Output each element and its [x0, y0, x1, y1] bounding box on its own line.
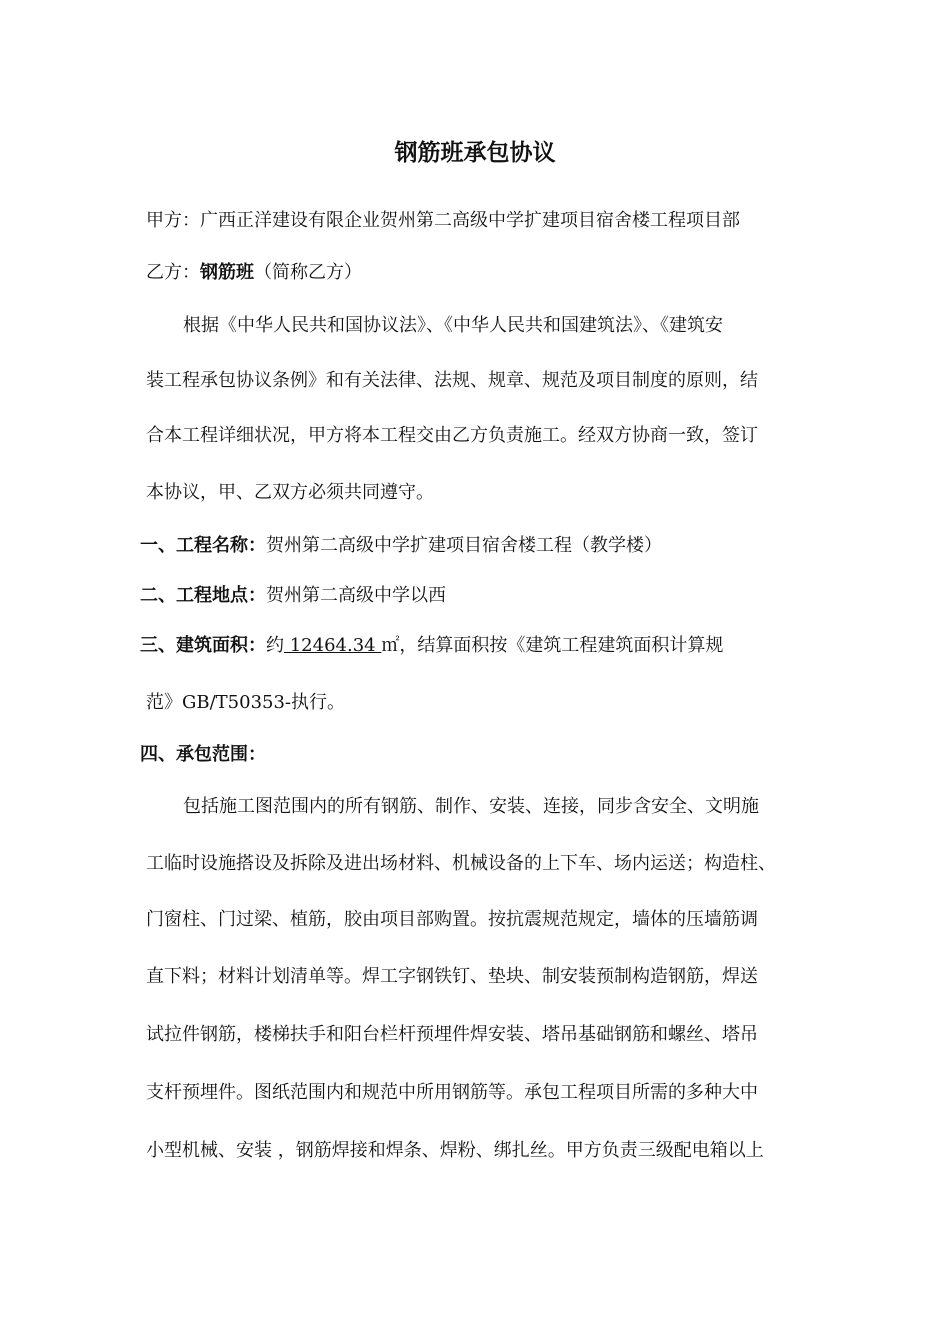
party-b-suffix: （简称乙方） — [254, 262, 362, 283]
party-b-name: 钢筋班 — [200, 262, 254, 283]
item-project-name-value: 贺州第二高级中学扩建项目宿舍楼工程（教学楼） — [266, 535, 662, 556]
intro-line-2: 装工程承包协议条例》和有关法律、法规、规章、规范及项目制度的原则，结 — [146, 370, 758, 391]
intro-line-4: 本协议，甲、乙双方必须共同遵守。 — [146, 482, 434, 503]
scope-line-6: 支杆预埋件。图纸范围内和规范中所用钢筋等。承包工程项目所需的多种大中 — [146, 1082, 758, 1103]
item-scope-heading: 四、承包范围： — [140, 744, 266, 765]
item-project-location-value: 贺州第二高级中学以西 — [266, 585, 446, 606]
scope-line-4: 直下料；材料计划清单等。焊工字钢铁钉、垫块、制安装预制构造钢筋，焊送 — [146, 966, 758, 987]
scope-line-3: 门窗柱、门过梁、植筋，胶由项目部购置。按抗震规范规定，墙体的压墙筋调 — [146, 909, 758, 930]
party-b — [146, 261, 362, 285]
item-building-area-pre: 约 — [266, 635, 284, 656]
scope-line-1: 包括施工图范围内的所有钢筋、制作、安装、连接，同步含安全、文明施 — [183, 796, 759, 817]
intro-line-3: 合本工程详细状况，甲方将本工程交由乙方负责施工。经双方协商一致，签订 — [146, 425, 758, 446]
item-building-area — [140, 634, 723, 658]
item-building-area-post: ㎡，结算面积按《建筑工程建筑面积计算规 — [381, 635, 724, 656]
intro-line-1: 根据《中华人民共和国协议法》、《中华人民共和国建筑法》、《建筑安 — [183, 315, 723, 336]
scope-line-2: 工临时设施搭设及拆除及进出场材料、机械设备的上下车、场内运送；构造柱、 — [146, 853, 776, 874]
scope-line-5: 试拉件钢筋，楼梯扶手和阳台栏杆预埋件焊安装、塔吊基础钢筋和螺丝、塔吊 — [146, 1024, 758, 1045]
party-b-prefix: 乙方： — [146, 262, 200, 283]
item-project-location-label: 二、工程地点： — [140, 585, 266, 606]
item-building-area-line-2: 范》GB/T50353-执行。 — [146, 692, 346, 713]
item-project-location — [140, 584, 446, 608]
scope-line-7: 小型机械、安装 ，钢筋焊接和焊条、焊粉、绑扎丝。甲方负责三级配电箱以上 — [146, 1140, 764, 1161]
item-project-name-label: 一、工程名称： — [140, 535, 266, 556]
item-building-area-value: 12464.34 — [284, 635, 382, 656]
item-building-area-label: 三、建筑面积： — [140, 635, 266, 656]
party-a: 甲方：广西正洋建设有限企业贺州第二高级中学扩建项目宿舍楼工程项目部 — [146, 210, 740, 231]
document-title: 钢筋班承包协议 — [394, 140, 556, 166]
item-project-name — [140, 534, 662, 558]
